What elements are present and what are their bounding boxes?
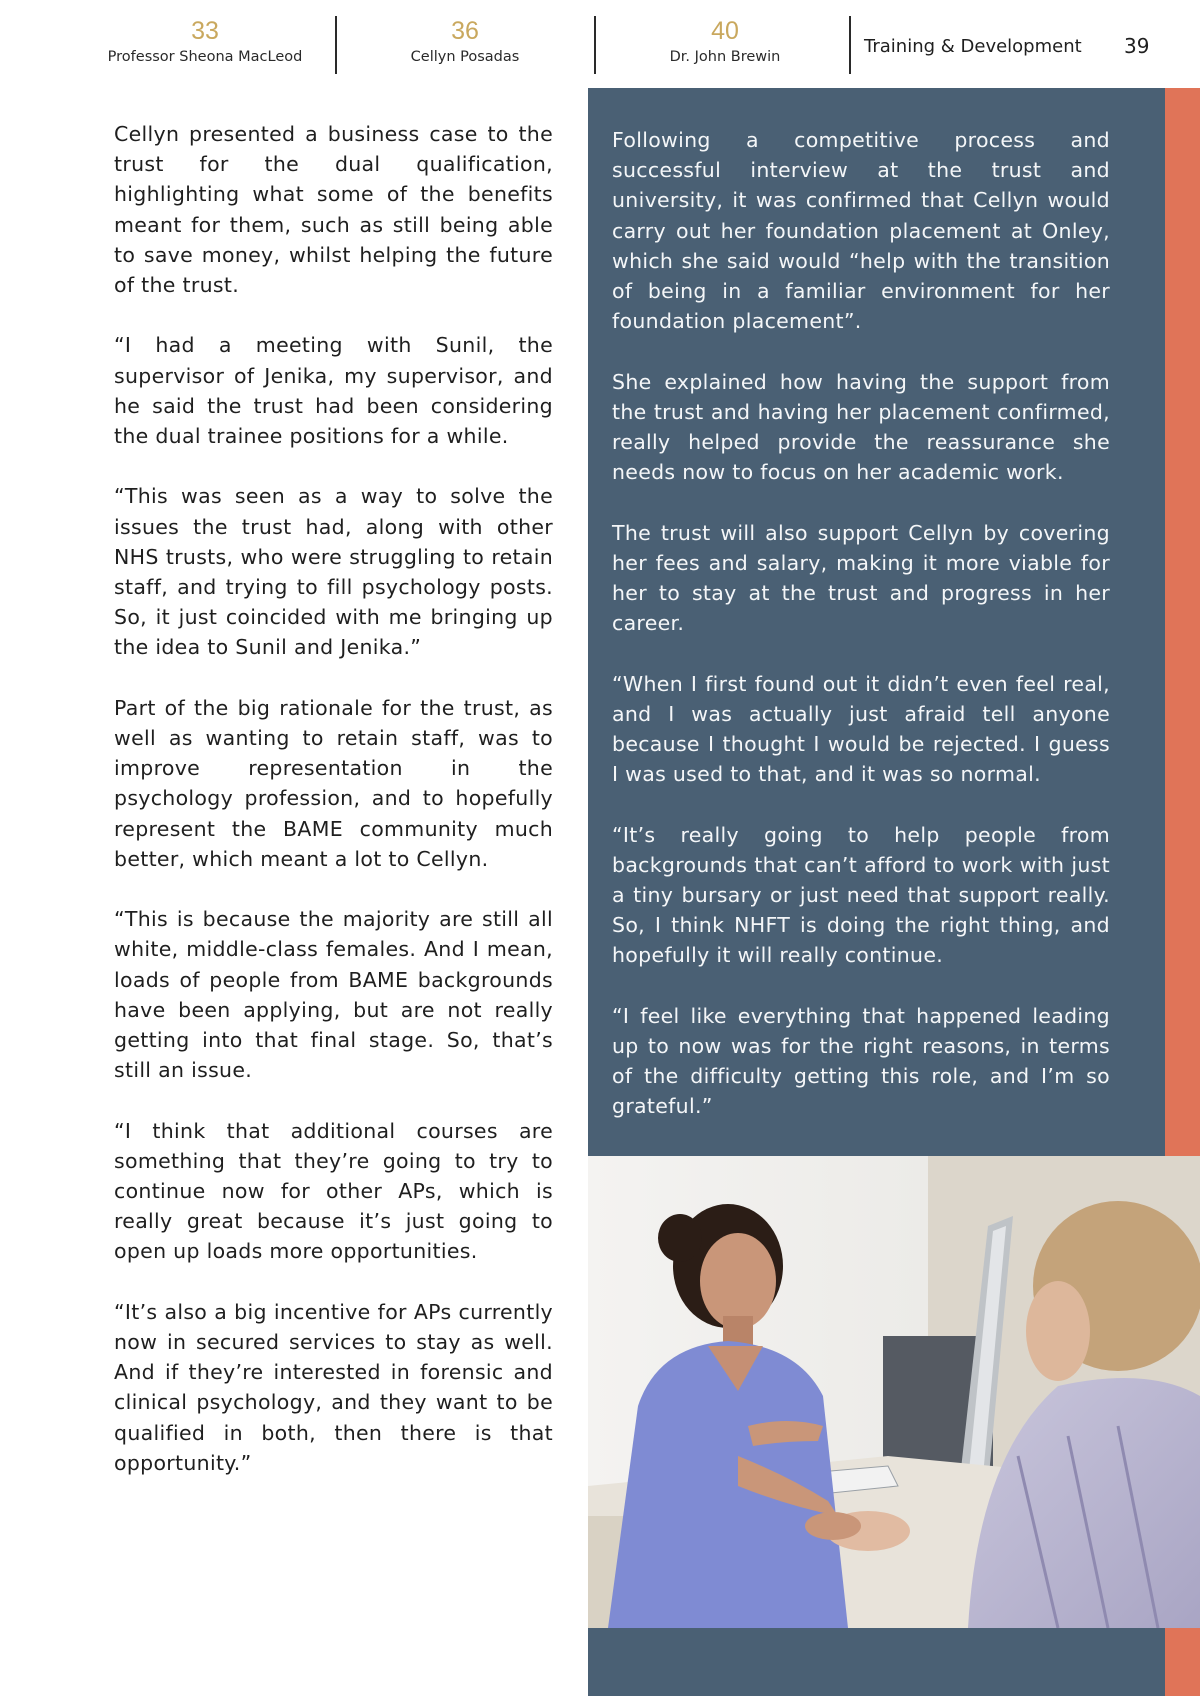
nav-link-page-40[interactable] — [600, 16, 850, 74]
paragraph: “It’s also a big incentive for APs currently now in secured services to stay as well. And if they’re interested in forensic and clinical psychology, and they want to be qualified in both, then there is that opportunity.” — [114, 1299, 553, 1475]
nav-article-name: Dr. John Brewin — [669, 49, 781, 65]
nav-page-number: 36 — [451, 17, 479, 45]
paragraph: “I had a meeting with Sunil, the supervisor of Jenika, my supervisor, and he said the trust had been considering the dual trainee positions for a while. — [114, 333, 553, 449]
paragraph: “I feel like everything that happened leading up to now was for the right reasons, in terms of the difficulty getting this role, and I’m so grateful.” — [612, 1003, 1110, 1119]
paragraph: “This was seen as a way to solve the issues the trust had, along with other NHS trusts, who were struggling to retain staff, and trying to fill psychology posts. So, it just coincided with me bringing up the idea to Sunil and Jenika.” — [114, 484, 553, 660]
nurse-patient-illustration — [588, 1156, 1200, 1628]
nav-article-name: Professor Sheona MacLeod — [107, 49, 303, 65]
page-number: 39 — [1124, 34, 1150, 58]
nav-link-page-33[interactable] — [95, 16, 315, 74]
accent-stripe — [1165, 88, 1200, 1156]
article-left-column — [114, 119, 553, 1508]
paragraph: Following a competitive process and successful interview at the trust and university, it was confirmed that Cellyn would carry out her foundation placement at Onley, which she said would “help with the transition of being in a familiar environment for her foundation placement”. — [612, 128, 1110, 334]
paragraph: The trust will also support Cellyn by covering her fees and salary, making it more viable for her to stay at the trust and progress in her career. — [612, 520, 1110, 636]
header-divider — [335, 16, 337, 74]
paragraph: “I think that additional courses are something that they’re going to try to continue now for other APs, which is really great because it’s just going to open up loads more opportunities. — [114, 1118, 553, 1264]
nav-article-name: Cellyn Posadas — [410, 49, 520, 65]
paragraph: “When I first found out it didn’t even feel real, and I was actually just afraid tell anyone because I thought I would be rejected. I guess I was used to that, and it was so normal. — [612, 671, 1110, 787]
nav-page-number: 33 — [191, 17, 219, 45]
article-photo — [588, 1156, 1200, 1628]
highlight-panel-text — [612, 125, 1110, 1152]
paragraph: Part of the big rationale for the trust, as well as wanting to retain staff, was to improve representation in the psychology profession, and to hopefully represent the BAME community much better, which meant a lot to Cellyn. — [114, 695, 553, 871]
page-header — [0, 0, 1200, 88]
footer-panel — [588, 1628, 1165, 1696]
paragraph: Cellyn presented a business case to the trust for the dual qualification, highlighting what some of the benefits meant for them, such as still being able to save money, whilst helping the future of the trust. — [114, 122, 553, 298]
paragraph: “It’s really going to help people from backgrounds that can’t afford to work with just a tiny bursary or just need that support really. So, I think NHFT is doing the right thing, and hopefully it will really continue. — [612, 822, 1110, 968]
paragraph: “This is because the majority are still all white, middle-class females. And I mean, loads of people from BAME backgrounds have been applying, but are not really getting into that final stage. So, that’s still an issue. — [114, 907, 553, 1083]
header-divider — [849, 16, 851, 74]
nav-page-number: 40 — [711, 17, 739, 45]
section-title: Training & Development — [864, 36, 1082, 57]
footer-accent-stripe — [1165, 1628, 1200, 1696]
paragraph: She explained how having the support from the trust and having her placement confirmed, really helped provide the reassurance she needs now to focus on her academic work. — [612, 369, 1110, 485]
nav-link-page-36[interactable] — [345, 16, 585, 74]
header-divider — [594, 16, 596, 74]
